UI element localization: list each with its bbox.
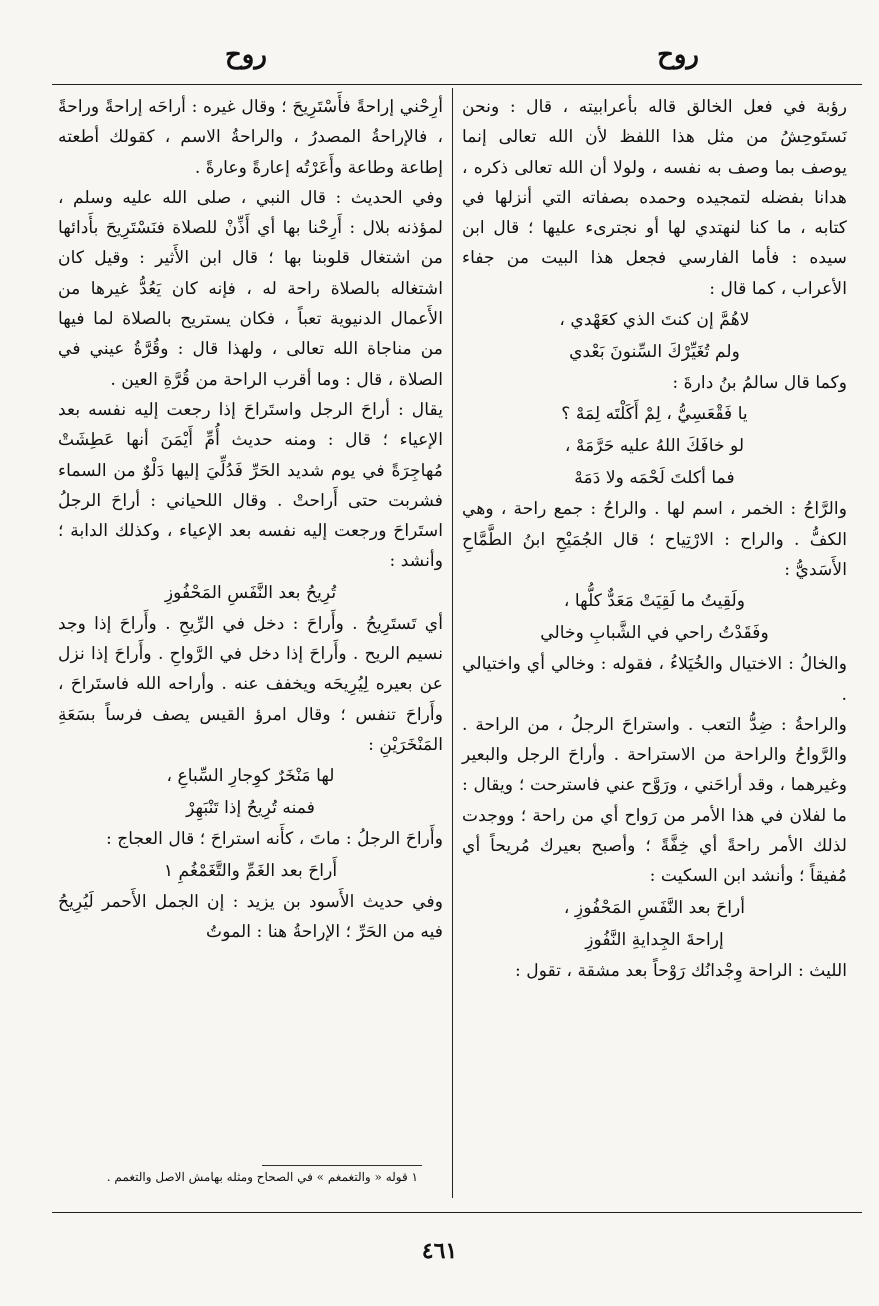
footer-rule <box>52 1212 862 1213</box>
verse-line: فما أكلتَ لَحْمَه ولا دَمَهْ <box>574 468 735 489</box>
paragraph: أي تَستَرِيحُ . وأَراحَ : دخل في الرِّيحِ . وأَراحَ إذا وجد نسيم الريح . وأَراحَ إذا دخل في الرَّواحِ . وأَراحَ إذا نزل عن بعيره لِيُرِيحَه ويخفف عنه . وأراحه الله فاستَراحَ ، وأَراحَ تنفس ؛ وقال امرؤ القيس يصف فرساً بسَعَةِ المَنْخَرَيْنِ : <box>58 613 443 755</box>
verse-line: لها مَنْخَرٌ كوِجارِ السِّباعِ ، <box>166 766 335 787</box>
paragraph: وفي الحديث : قال النبي ، صلى الله عليه وسلم ، لمؤذنه بلال : أَرِحْنا بها أي أَذِّنْ للصلاة فنَسْتَرِيحَ بأَدائها من اشتغال قلوبنا بها ؛ قال ابن الأَثير : وقيل كان اشتغاله بالصلاة راحة له ، فإنه كان يَعُدُّ غيرها من الأَعمال الدنيوية تعباً ، فكان يستريح بالصلاة لما فيها من مناجاة الله تعالى ، ولهذا قال : وقُرَّةُ عيني في الصلاة ، قال : وما أقرب الراحة من قُرَّةِ العين . <box>58 187 443 390</box>
paragraph: الليث : الراحة وِجْدانُك رَوْحاً بعد مشقة ، تقول : <box>514 960 847 981</box>
paragraph: رؤبة في فعل الخالق قاله بأعرابيته ، قال : ونحن نَستَوحِشُ من مثل هذا اللفظ لأن الله تعالى إنما يوصف بما وصف به نفسه ، ولولا أن الله تعالى ذكره ، هدانا بفضله لتمجيده وحمده بصفاته التي أنزلها في كتابه ، ما كنا لنهتدي لها أو نجترىء عليها ؛ قال ابن سيده : فأما الفارسي فجعل هذا البيت من جفاء الأعراب ، كما قال : <box>462 97 847 299</box>
verse-line: لو خافَكَ اللهُ عليه حَرَّمَهْ ، <box>564 436 745 457</box>
paragraph: والرَّاحُ : الخمر ، اسم لها . والراحُ : جمع راحة ، وهي الكفُّ . والراح : الارْتِياح ؛ قال الجُمَيْحِ ابنُ الطَّمَّاحِ الأَسَديُّ : <box>462 499 847 580</box>
verse-line: يا فَقْعَسِيُّ ، لِمْ أَكَلْتَه لِمَهْ ؟ <box>561 404 748 425</box>
paragraph: والراحةُ : ضِدُّ التعب . واستراحَ الرجلُ ، من الراحة . والرَّواحُ والراحة من الاستراحة . وأراحَ الرجل والبعير وغيرهما ، وقد أراحَني ، ورَوَّح عني فاسترحت ؛ ويقال : ما لفلان في هذا الأمر من رَواح أي من راحة ؛ ووجدت لذلك الأمر راحةً أي خِفَّةً ؛ وأصبح بعيرك مُريحاً أي مُفيقاً ؛ وأنشد ابن السكيت : <box>462 714 847 887</box>
verse-line: فمنه تُرِيحُ إذا تَنْبَهِرْ <box>186 798 315 819</box>
paragraph: والخالُ : الاختيال والخُيَلاءُ ، فقوله : وخالي أي واختيالي . <box>462 654 847 705</box>
right-column <box>462 92 847 986</box>
paragraph: وأَراحَ الرجلُ : ماتَ ، كأَنه استراحَ ؛ قال العجاج : <box>105 829 443 850</box>
verse-line: لاهُمَّ إن كنتَ الذي كعَهْدي ، <box>559 310 750 331</box>
paragraph: يقال : أراحَ الرجل واستَراحَ إذا رجعت إليه نفسه بعد الإعياء ؛ قال : ومنه حديث أُمِّ أَيْمَنَ أنها عَطِشَتْ مُهاجِرَةً في يوم شديد الحَرِّ فَدُلِّيَ إليها دَلْوٌ من السماء فشربت حتى أَراحتْ . وقال اللحياني : أراحَ الرجلُ استَراحَ ورجعت إليه نفسه بعد الإعياء ، وكذلك الدابة ؛ وأنشد : <box>58 399 443 572</box>
verse-line: ولم تُغَيِّرْكَ السِّنونَ بَعْدي <box>569 342 740 363</box>
header-rule <box>52 84 862 85</box>
verse-line: وفَقَدْتُ راحي في الشَّبابِ وخالي <box>540 623 769 644</box>
verse-line: أراحَ بعد النَّفَسِ المَحْفُوزِ ، <box>563 897 746 918</box>
paragraph: وفي حديث الأَسود بن يزيد : إن الجمل الأَحمر لَيُرِيحُ فيه من الحَرِّ ؛ الإراحةُ هنا : الموتُ <box>58 891 443 942</box>
verse-line: تُرِيحُ بعد النَّفَسِ المَحْفُوزِ <box>164 582 337 603</box>
verse-line: ولَقِيتُ ما لَقِيَتْ مَعَدٌّ كلُّها ، <box>563 591 746 612</box>
footnote-rule <box>262 1165 422 1166</box>
verse-line: أَراحَ بعد الغَمِّ والتَّغَمْغُمِ ١ <box>163 860 338 881</box>
page-number: ٤٦١ <box>421 1238 458 1264</box>
column-divider <box>452 88 453 1198</box>
verse-line: إراحةَ الجِدايةِ النَّفُوزِ <box>585 929 724 950</box>
paragraph: أرِحْني إراحةً فأَسْتَرِيحَ ؛ وقال غيره : أراحَه إراحةً وراحةً ، فالإراحةُ المصدرُ ، والراحةُ الاسم ، كقولك أطعته إطاعة وطاعة وأَعَرْتُه إعارةً وعارةً . <box>58 97 443 178</box>
header-right-word: روح <box>657 40 699 70</box>
header-left-word: روح <box>225 40 267 70</box>
footnote: ١ قوله « والتغمغم » في الصحاح ومثله بهامش الاصل والتغمم . <box>106 1170 418 1184</box>
left-column <box>58 92 443 947</box>
paragraph: وكما قال سالمُ بنُ دارةَ : <box>672 373 847 394</box>
